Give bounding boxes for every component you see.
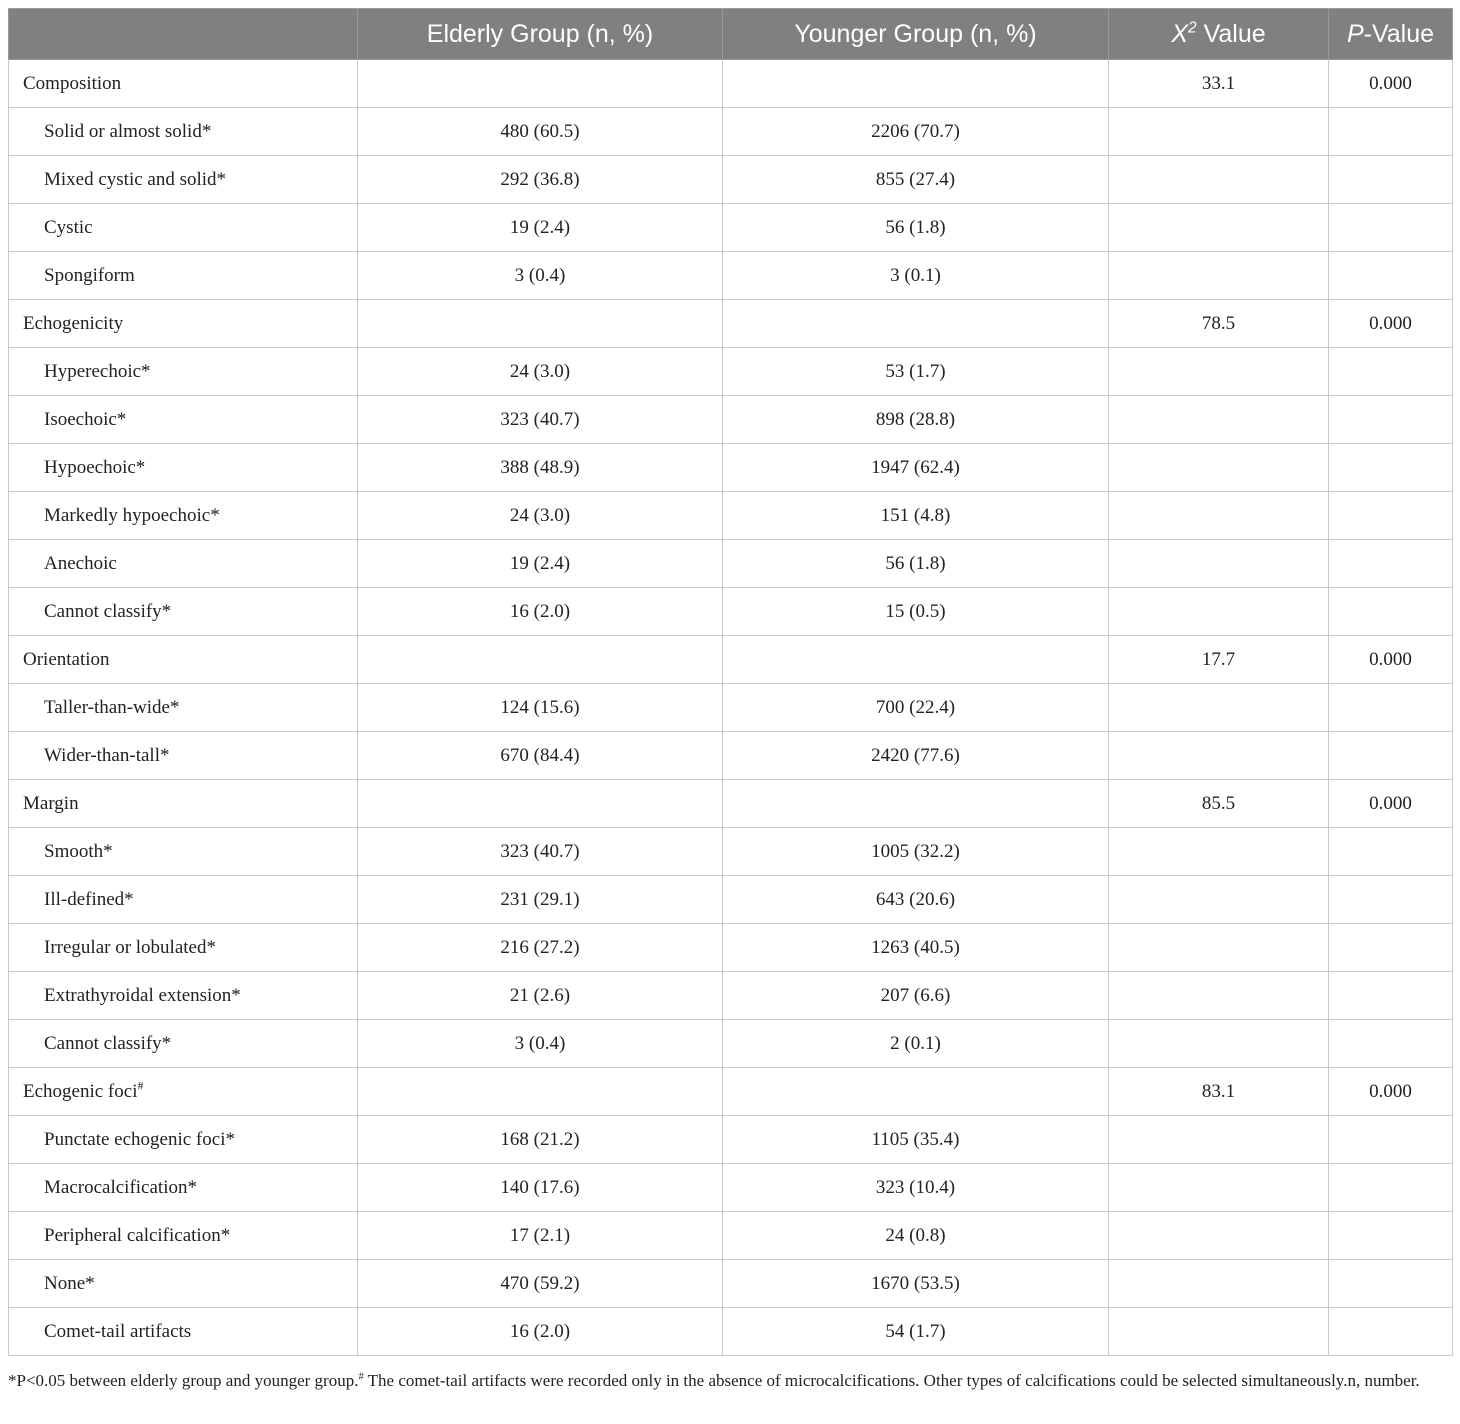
- row-label: [9, 588, 358, 636]
- x2-value: [1109, 492, 1329, 540]
- younger-value: 53 (1.7): [723, 348, 1109, 396]
- label-text: None*: [44, 1272, 95, 1294]
- p-value: [1329, 876, 1453, 924]
- table-body: [9, 60, 1453, 1356]
- elderly-value: 292 (36.8): [358, 156, 723, 204]
- elderly-value: 17 (2.1): [358, 1212, 723, 1260]
- younger-value: [723, 60, 1109, 108]
- row-label: [9, 1116, 358, 1164]
- footnote-part1: *P<0.05 between elderly group and younger group.: [8, 1371, 359, 1390]
- row-label: [9, 1164, 358, 1212]
- table-row: [9, 1020, 1453, 1068]
- row-label: [9, 1260, 358, 1308]
- row-label: [9, 1308, 358, 1356]
- header-x2-value: [1109, 9, 1329, 60]
- table-row: [9, 828, 1453, 876]
- table-row: [9, 1308, 1453, 1356]
- category-label: [9, 636, 358, 684]
- table-row: [9, 540, 1453, 588]
- p-value: [1329, 588, 1453, 636]
- younger-value: 15 (0.5): [723, 588, 1109, 636]
- row-label: [9, 828, 358, 876]
- p-value: [1329, 108, 1453, 156]
- table-container: [8, 8, 1452, 1356]
- footnote-superscript: #: [358, 1371, 364, 1383]
- elderly-value: 19 (2.4): [358, 540, 723, 588]
- x2-value: [1109, 828, 1329, 876]
- table-row: [9, 684, 1453, 732]
- label-text: Orientation: [23, 648, 110, 670]
- table-row: [9, 732, 1453, 780]
- table-header: [9, 9, 1453, 60]
- younger-value: [723, 1068, 1109, 1116]
- table-row: [9, 348, 1453, 396]
- table-row: [9, 1260, 1453, 1308]
- category-label: [9, 1068, 358, 1116]
- label-text: Echogenic foci: [23, 1080, 138, 1102]
- table-row: [9, 1116, 1453, 1164]
- table-row: [9, 252, 1453, 300]
- label-text: Macrocalcification*: [44, 1176, 197, 1198]
- x2-value: [1109, 1116, 1329, 1164]
- label-text: Composition: [23, 72, 122, 94]
- table-row: [9, 924, 1453, 972]
- p-value: [1329, 972, 1453, 1020]
- row-label: [9, 252, 358, 300]
- label-text: Irregular or lobulated*: [44, 936, 216, 958]
- younger-value: 323 (10.4): [723, 1164, 1109, 1212]
- elderly-value: 323 (40.7): [358, 828, 723, 876]
- x2-superscript: 2: [1188, 19, 1197, 37]
- p-value: 0.000: [1329, 780, 1453, 828]
- younger-value: 56 (1.8): [723, 204, 1109, 252]
- younger-value: 24 (0.8): [723, 1212, 1109, 1260]
- elderly-value: 16 (2.0): [358, 588, 723, 636]
- category-row: [9, 780, 1453, 828]
- category-label: [9, 780, 358, 828]
- elderly-value: 21 (2.6): [358, 972, 723, 1020]
- p-value: [1329, 540, 1453, 588]
- p-value: [1329, 924, 1453, 972]
- label-text: Margin: [23, 792, 79, 814]
- label-text: Cannot classify*: [44, 1032, 172, 1054]
- elderly-value: 19 (2.4): [358, 204, 723, 252]
- label-text: Ill-defined*: [44, 888, 134, 910]
- table-row: [9, 444, 1453, 492]
- header-younger-group: Younger Group (n, %): [723, 9, 1109, 60]
- younger-value: 2206 (70.7): [723, 108, 1109, 156]
- younger-value: 898 (28.8): [723, 396, 1109, 444]
- x2-value: [1109, 1260, 1329, 1308]
- x2-value: [1109, 108, 1329, 156]
- row-label: [9, 684, 358, 732]
- elderly-value: [358, 300, 723, 348]
- x2-value: [1109, 972, 1329, 1020]
- elderly-value: 3 (0.4): [358, 1020, 723, 1068]
- x2-value: [1109, 252, 1329, 300]
- category-row: [9, 636, 1453, 684]
- row-label: [9, 972, 358, 1020]
- elderly-value: 388 (48.9): [358, 444, 723, 492]
- label-text: Anechoic: [44, 552, 117, 574]
- x2-symbol: X: [1171, 19, 1189, 48]
- elderly-value: [358, 60, 723, 108]
- header-p-value: [1329, 9, 1453, 60]
- elderly-value: [358, 1068, 723, 1116]
- row-label: [9, 204, 358, 252]
- category-row: [9, 60, 1453, 108]
- elderly-value: 670 (84.4): [358, 732, 723, 780]
- x2-value: [1109, 924, 1329, 972]
- label-text: Echogenicity: [23, 312, 124, 334]
- elderly-value: [358, 636, 723, 684]
- label-text: Mixed cystic and solid*: [44, 168, 227, 190]
- data-table: [8, 8, 1453, 1356]
- p-value: [1329, 1164, 1453, 1212]
- younger-value: 2 (0.1): [723, 1020, 1109, 1068]
- p-value: [1329, 828, 1453, 876]
- label-text: Hypoechoic*: [44, 456, 146, 478]
- header-row: [9, 9, 1453, 60]
- p-value: [1329, 348, 1453, 396]
- elderly-value: 323 (40.7): [358, 396, 723, 444]
- younger-value: 2420 (77.6): [723, 732, 1109, 780]
- p-prefix: P: [1346, 19, 1364, 48]
- table-row: [9, 1212, 1453, 1260]
- category-label: [9, 60, 358, 108]
- table-row: [9, 876, 1453, 924]
- p-value: 0.000: [1329, 60, 1453, 108]
- label-text: Comet-tail artifacts: [44, 1320, 192, 1342]
- p-value: [1329, 732, 1453, 780]
- x2-value: 17.7: [1109, 636, 1329, 684]
- elderly-value: 16 (2.0): [358, 1308, 723, 1356]
- x2-value: [1109, 1308, 1329, 1356]
- row-label: [9, 348, 358, 396]
- x2-value: [1109, 588, 1329, 636]
- elderly-value: 24 (3.0): [358, 348, 723, 396]
- label-text: Isoechoic*: [44, 408, 127, 430]
- label-text: Extrathyroidal extension*: [44, 984, 241, 1006]
- label-text: Smooth*: [44, 840, 113, 862]
- row-label: [9, 492, 358, 540]
- younger-value: 1005 (32.2): [723, 828, 1109, 876]
- p-value: [1329, 156, 1453, 204]
- table-row: [9, 492, 1453, 540]
- label-text: Cannot classify*: [44, 600, 172, 622]
- younger-value: 855 (27.4): [723, 156, 1109, 204]
- elderly-value: [358, 780, 723, 828]
- younger-value: [723, 300, 1109, 348]
- label-text: Wider-than-tall*: [44, 744, 170, 766]
- table-row: [9, 204, 1453, 252]
- p-value: [1329, 1212, 1453, 1260]
- label-text: Hyperechoic*: [44, 360, 151, 382]
- table-row: [9, 972, 1453, 1020]
- label-text: Markedly hypoechoic*: [44, 504, 220, 526]
- x2-value: 33.1: [1109, 60, 1329, 108]
- p-value: [1329, 252, 1453, 300]
- younger-value: 700 (22.4): [723, 684, 1109, 732]
- elderly-value: 231 (29.1): [358, 876, 723, 924]
- row-label: [9, 444, 358, 492]
- label-text: Taller-than-wide*: [44, 696, 180, 718]
- x2-value: [1109, 684, 1329, 732]
- younger-value: 643 (20.6): [723, 876, 1109, 924]
- p-value: [1329, 1020, 1453, 1068]
- younger-value: 3 (0.1): [723, 252, 1109, 300]
- row-label: [9, 924, 358, 972]
- younger-value: 1670 (53.5): [723, 1260, 1109, 1308]
- younger-value: 1947 (62.4): [723, 444, 1109, 492]
- row-label: [9, 732, 358, 780]
- p-value: 0.000: [1329, 1068, 1453, 1116]
- p-value: [1329, 204, 1453, 252]
- p-value: [1329, 1260, 1453, 1308]
- row-label: [9, 876, 358, 924]
- label-text: Cystic: [44, 216, 93, 238]
- p-value: [1329, 444, 1453, 492]
- row-label: [9, 396, 358, 444]
- elderly-value: 3 (0.4): [358, 252, 723, 300]
- row-label: [9, 1020, 358, 1068]
- x2-value: 78.5: [1109, 300, 1329, 348]
- elderly-value: 216 (27.2): [358, 924, 723, 972]
- p-value: [1329, 492, 1453, 540]
- x2-value: [1109, 732, 1329, 780]
- label-text: Solid or almost solid*: [44, 120, 212, 142]
- elderly-value: 140 (17.6): [358, 1164, 723, 1212]
- table-row: [9, 1164, 1453, 1212]
- x2-value: [1109, 348, 1329, 396]
- elderly-value: 470 (59.2): [358, 1260, 723, 1308]
- p-value: 0.000: [1329, 300, 1453, 348]
- category-row: [9, 300, 1453, 348]
- elderly-value: 480 (60.5): [358, 108, 723, 156]
- p-value: [1329, 396, 1453, 444]
- x2-value: [1109, 540, 1329, 588]
- p-value: [1329, 684, 1453, 732]
- category-row: [9, 1068, 1453, 1116]
- x2-value: [1109, 1020, 1329, 1068]
- younger-value: 151 (4.8): [723, 492, 1109, 540]
- label-superscript: #: [137, 1079, 144, 1093]
- x2-value: [1109, 156, 1329, 204]
- younger-value: [723, 636, 1109, 684]
- category-label: [9, 300, 358, 348]
- label-text: Spongiform: [44, 264, 135, 286]
- table-footnote: [8, 1368, 1452, 1393]
- x2-value: 83.1: [1109, 1068, 1329, 1116]
- table-row: [9, 156, 1453, 204]
- p-value: [1329, 1116, 1453, 1164]
- x2-suffix: Value: [1196, 19, 1266, 48]
- label-text: Peripheral calcification*: [44, 1224, 231, 1246]
- elderly-value: 168 (21.2): [358, 1116, 723, 1164]
- elderly-value: 24 (3.0): [358, 492, 723, 540]
- younger-value: 1263 (40.5): [723, 924, 1109, 972]
- x2-value: 85.5: [1109, 780, 1329, 828]
- table-row: [9, 396, 1453, 444]
- table-row: [9, 108, 1453, 156]
- younger-value: 207 (6.6): [723, 972, 1109, 1020]
- p-suffix: -Value: [1363, 19, 1435, 48]
- x2-value: [1109, 444, 1329, 492]
- footnote-part2: The comet-tail artifacts were recorded only in the absence of microcalcifications. Other types of calcifications could be selected simultaneously.n, number.: [363, 1371, 1420, 1390]
- younger-value: 56 (1.8): [723, 540, 1109, 588]
- row-label: [9, 1212, 358, 1260]
- p-value: [1329, 1308, 1453, 1356]
- younger-value: [723, 780, 1109, 828]
- table-row: [9, 588, 1453, 636]
- x2-value: [1109, 396, 1329, 444]
- row-label: [9, 156, 358, 204]
- header-elderly-group: Elderly Group (n, %): [358, 9, 723, 60]
- x2-value: [1109, 876, 1329, 924]
- elderly-value: 124 (15.6): [358, 684, 723, 732]
- header-variable: [9, 9, 358, 60]
- label-text: Punctate echogenic foci*: [44, 1128, 235, 1150]
- x2-value: [1109, 1212, 1329, 1260]
- row-label: [9, 108, 358, 156]
- x2-value: [1109, 204, 1329, 252]
- p-value: 0.000: [1329, 636, 1453, 684]
- younger-value: 54 (1.7): [723, 1308, 1109, 1356]
- x2-value: [1109, 1164, 1329, 1212]
- younger-value: 1105 (35.4): [723, 1116, 1109, 1164]
- row-label: [9, 540, 358, 588]
